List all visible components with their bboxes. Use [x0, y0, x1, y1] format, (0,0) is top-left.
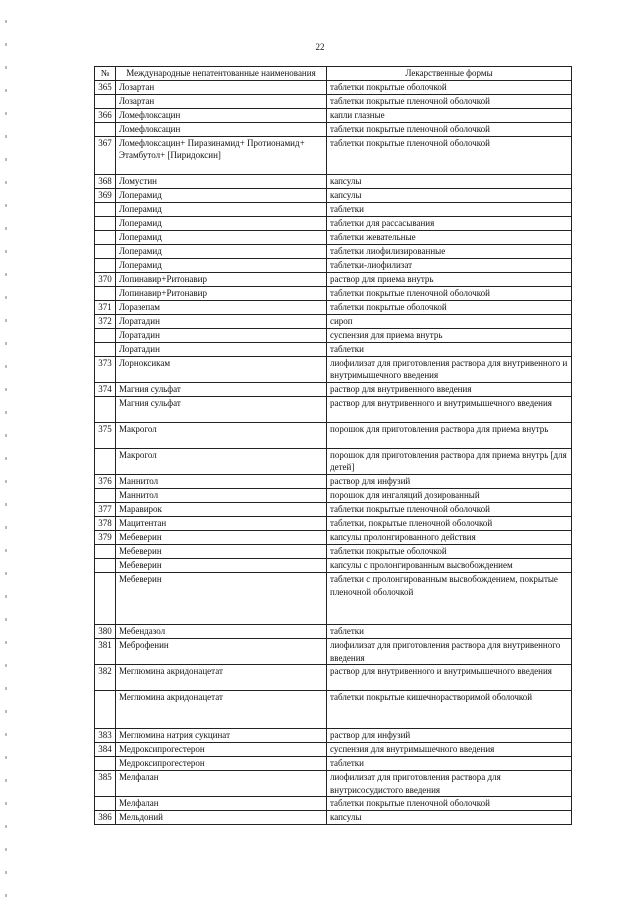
dosage-form: таблетки покрытые оболочкой	[327, 300, 572, 314]
row-number	[95, 286, 116, 300]
row-number	[95, 691, 116, 729]
inn-name: Лоразепам	[116, 300, 327, 314]
table-row	[95, 356, 572, 382]
table-row	[95, 314, 572, 328]
table-row	[95, 80, 572, 94]
dosage-form: раствор для приема внутрь	[327, 272, 572, 286]
inn-name: Лопинавир+Ритонавир	[116, 286, 327, 300]
dosage-form: суспензия для приема внутрь	[327, 328, 572, 342]
dosage-form: таблетки покрытые пленочной оболочкой	[327, 94, 572, 108]
table-header-row	[95, 67, 572, 81]
dosage-form: капли глазные	[327, 108, 572, 122]
scan-mark	[5, 779, 7, 782]
inn-name: Магния сульфат	[116, 382, 327, 396]
dosage-form: сироп	[327, 314, 572, 328]
dosage-form: капсулы	[327, 174, 572, 188]
table-row	[95, 558, 572, 572]
scan-mark	[5, 641, 7, 644]
table-row	[95, 474, 572, 488]
dosage-form: таблетки	[327, 342, 572, 356]
dosage-form: лиофилизат для приготовления раствора для внутривенного и внутримышечного введения	[327, 356, 572, 382]
table-row	[95, 624, 572, 638]
scan-mark	[5, 480, 7, 483]
table-row	[95, 244, 572, 258]
table-row	[95, 422, 572, 448]
inn-name: Лоперамид	[116, 216, 327, 230]
page-number: 22	[315, 42, 325, 52]
inn-name: Макрогол	[116, 422, 327, 448]
dosage-form: капсулы с пролонгированным высвобождением	[327, 558, 572, 572]
row-number: 377	[95, 502, 116, 516]
inn-name: Медроксипрогестерон	[116, 743, 327, 757]
inn-name: Меброфенин	[116, 638, 327, 664]
row-number	[95, 544, 116, 558]
row-number: 386	[95, 811, 116, 825]
row-number: 379	[95, 530, 116, 544]
table-row	[95, 572, 572, 624]
table-row	[95, 188, 572, 202]
table-row	[95, 544, 572, 558]
drug-forms-table	[94, 66, 572, 825]
inn-name: Лозартан	[116, 80, 327, 94]
row-number	[95, 94, 116, 108]
table-row	[95, 136, 572, 174]
inn-name: Лоперамид	[116, 244, 327, 258]
row-number: 367	[95, 136, 116, 174]
inn-name: Лопинавир+Ритонавир	[116, 272, 327, 286]
row-number: 366	[95, 108, 116, 122]
scan-mark	[5, 181, 7, 184]
scan-mark	[5, 135, 7, 138]
inn-name: Ломефлоксацин	[116, 122, 327, 136]
scan-mark	[5, 66, 7, 69]
inn-name: Лоперамид	[116, 202, 327, 216]
scan-edge-marks	[2, 0, 12, 905]
header-inn-name: Международные непатентованные наименования	[116, 67, 327, 81]
scan-mark	[5, 411, 7, 414]
table-row	[95, 811, 572, 825]
dosage-form: таблетки	[327, 202, 572, 216]
scan-mark	[5, 20, 7, 23]
row-number	[95, 328, 116, 342]
scan-mark	[5, 112, 7, 115]
table-row	[95, 258, 572, 272]
row-number: 372	[95, 314, 116, 328]
inn-name: Маравирок	[116, 502, 327, 516]
dosage-form: таблетки для рассасывания	[327, 216, 572, 230]
inn-name: Лоперамид	[116, 258, 327, 272]
table-row	[95, 230, 572, 244]
row-number	[95, 230, 116, 244]
row-number	[95, 244, 116, 258]
header-number: №	[95, 67, 116, 81]
scan-mark	[5, 457, 7, 460]
dosage-form: капсулы пролонгированного действия	[327, 530, 572, 544]
table-row	[95, 300, 572, 314]
header-dosage-form: Лекарственные формы	[327, 67, 572, 81]
scan-mark	[5, 664, 7, 667]
row-number	[95, 797, 116, 811]
table-row	[95, 757, 572, 771]
table-row	[95, 691, 572, 729]
table-row	[95, 771, 572, 797]
inn-name: Мацитентан	[116, 516, 327, 530]
inn-name: Лозартан	[116, 94, 327, 108]
table-row	[95, 729, 572, 743]
scan-mark	[5, 342, 7, 345]
dosage-form: капсулы	[327, 188, 572, 202]
table-row	[95, 448, 572, 474]
row-number: 384	[95, 743, 116, 757]
dosage-form: таблетки-лиофилизат	[327, 258, 572, 272]
table-row	[95, 665, 572, 691]
scan-mark	[5, 250, 7, 253]
table-row	[95, 530, 572, 544]
dosage-form: раствор для внутривенного введения	[327, 382, 572, 396]
scan-mark	[5, 710, 7, 713]
scan-mark	[5, 296, 7, 299]
inn-name: Маннитол	[116, 488, 327, 502]
table-row	[95, 174, 572, 188]
dosage-form: раствор для инфузий	[327, 474, 572, 488]
inn-name: Меглюмина акридонацетат	[116, 691, 327, 729]
row-number: 385	[95, 771, 116, 797]
dosage-form: таблетки покрытые пленочной оболочкой	[327, 502, 572, 516]
inn-name: Лоперамид	[116, 188, 327, 202]
inn-name: Ломефлоксацин	[116, 108, 327, 122]
table-row	[95, 122, 572, 136]
dosage-form: таблетки	[327, 624, 572, 638]
scan-mark	[5, 595, 7, 598]
table-row	[95, 382, 572, 396]
row-number: 383	[95, 729, 116, 743]
row-number	[95, 448, 116, 474]
inn-name: Лоратадин	[116, 328, 327, 342]
dosage-form: лиофилизат для приготовления раствора для внутрисосудистого введения	[327, 771, 572, 797]
row-number: 381	[95, 638, 116, 664]
scan-mark	[5, 158, 7, 161]
scan-mark	[5, 733, 7, 736]
inn-name: Ломустин	[116, 174, 327, 188]
dosage-form: таблетки с пролонгированным высвобождением, покрытые пленочной оболочкой	[327, 572, 572, 624]
inn-name: Лорноксикам	[116, 356, 327, 382]
inn-name: Мебендазол	[116, 624, 327, 638]
row-number	[95, 122, 116, 136]
row-number	[95, 558, 116, 572]
dosage-form: капсулы	[327, 811, 572, 825]
row-number: 373	[95, 356, 116, 382]
scan-mark	[5, 756, 7, 759]
row-number: 378	[95, 516, 116, 530]
dosage-form: суспензия для внутримышечного введения	[327, 743, 572, 757]
row-number: 370	[95, 272, 116, 286]
dosage-form: таблетки покрытые кишечнорастворимой оболочкой	[327, 691, 572, 729]
row-number: 365	[95, 80, 116, 94]
dosage-form: порошок для приготовления раствора для приема внутрь [для детей]	[327, 448, 572, 474]
row-number	[95, 757, 116, 771]
dosage-form: лиофилизат для приготовления раствора для внутривенного введения	[327, 638, 572, 664]
dosage-form: таблетки	[327, 757, 572, 771]
table-row	[95, 488, 572, 502]
table-row	[95, 638, 572, 664]
scan-mark	[5, 365, 7, 368]
dosage-form: таблетки покрытые пленочной оболочкой	[327, 136, 572, 174]
inn-name: Мелфалан	[116, 797, 327, 811]
inn-name: Мебеверин	[116, 544, 327, 558]
table-row	[95, 286, 572, 300]
scan-mark	[5, 572, 7, 575]
scan-mark	[5, 204, 7, 207]
inn-name: Медроксипрогестерон	[116, 757, 327, 771]
inn-name: Меглюмина акридонацетат	[116, 665, 327, 691]
dosage-form: таблетки жевательные	[327, 230, 572, 244]
inn-name: Мебеверин	[116, 530, 327, 544]
scan-mark	[5, 227, 7, 230]
inn-name: Меглюмина натрия сукцинат	[116, 729, 327, 743]
dosage-form: таблетки лиофилизированные	[327, 244, 572, 258]
scan-mark	[5, 802, 7, 805]
row-number: 368	[95, 174, 116, 188]
scan-mark	[5, 871, 7, 874]
row-number: 371	[95, 300, 116, 314]
scan-mark	[5, 618, 7, 621]
row-number	[95, 342, 116, 356]
scan-mark	[5, 319, 7, 322]
table-row	[95, 396, 572, 422]
row-number: 369	[95, 188, 116, 202]
row-number	[95, 396, 116, 422]
row-number	[95, 258, 116, 272]
scan-mark	[5, 89, 7, 92]
dosage-form: таблетки, покрытые пленочной оболочкой	[327, 516, 572, 530]
table-row	[95, 94, 572, 108]
scan-mark	[5, 434, 7, 437]
inn-name: Макрогол	[116, 448, 327, 474]
row-number: 375	[95, 422, 116, 448]
scan-mark	[5, 503, 7, 506]
scan-mark	[5, 273, 7, 276]
dosage-form: порошок для ингаляций дозированный	[327, 488, 572, 502]
table-row	[95, 216, 572, 230]
scan-mark	[5, 43, 7, 46]
scan-mark	[5, 894, 7, 897]
row-number	[95, 572, 116, 624]
inn-name: Мебеверин	[116, 572, 327, 624]
scan-mark	[5, 848, 7, 851]
scan-mark	[5, 687, 7, 690]
inn-name: Лоперамид	[116, 230, 327, 244]
dosage-form: таблетки покрытые пленочной оболочкой	[327, 286, 572, 300]
dosage-form: раствор для внутривенного и внутримышечного введения	[327, 665, 572, 691]
table-row	[95, 342, 572, 356]
inn-name: Лоратадин	[116, 314, 327, 328]
inn-name: Мелфалан	[116, 771, 327, 797]
dosage-form: таблетки покрытые пленочной оболочкой	[327, 122, 572, 136]
inn-name: Маннитол	[116, 474, 327, 488]
table-row	[95, 272, 572, 286]
row-number: 382	[95, 665, 116, 691]
row-number: 374	[95, 382, 116, 396]
dosage-form: раствор для внутривенного и внутримышечного введения	[327, 396, 572, 422]
table-row	[95, 516, 572, 530]
row-number: 380	[95, 624, 116, 638]
row-number	[95, 216, 116, 230]
dosage-form: раствор для инфузий	[327, 729, 572, 743]
dosage-form: порошок для приготовления раствора для приема внутрь	[327, 422, 572, 448]
inn-name: Лоратадин	[116, 342, 327, 356]
table-row	[95, 502, 572, 516]
dosage-form: таблетки покрытые оболочкой	[327, 80, 572, 94]
scan-mark	[5, 549, 7, 552]
scan-mark	[5, 825, 7, 828]
inn-name: Мебеверин	[116, 558, 327, 572]
row-number	[95, 202, 116, 216]
scan-mark	[5, 526, 7, 529]
row-number	[95, 488, 116, 502]
table-row	[95, 202, 572, 216]
dosage-form: таблетки покрытые пленочной оболочкой	[327, 797, 572, 811]
inn-name: Ломефлоксацин+ Пиразинамид+ Протионамид+ Этамбутол+ [Пиридоксин]	[116, 136, 327, 174]
table-row	[95, 108, 572, 122]
table-row	[95, 797, 572, 811]
scan-mark	[5, 388, 7, 391]
table-row	[95, 743, 572, 757]
row-number: 376	[95, 474, 116, 488]
dosage-form: таблетки покрытые оболочкой	[327, 544, 572, 558]
table-body	[95, 80, 572, 825]
inn-name: Магния сульфат	[116, 396, 327, 422]
inn-name: Мельдоний	[116, 811, 327, 825]
table-row	[95, 328, 572, 342]
